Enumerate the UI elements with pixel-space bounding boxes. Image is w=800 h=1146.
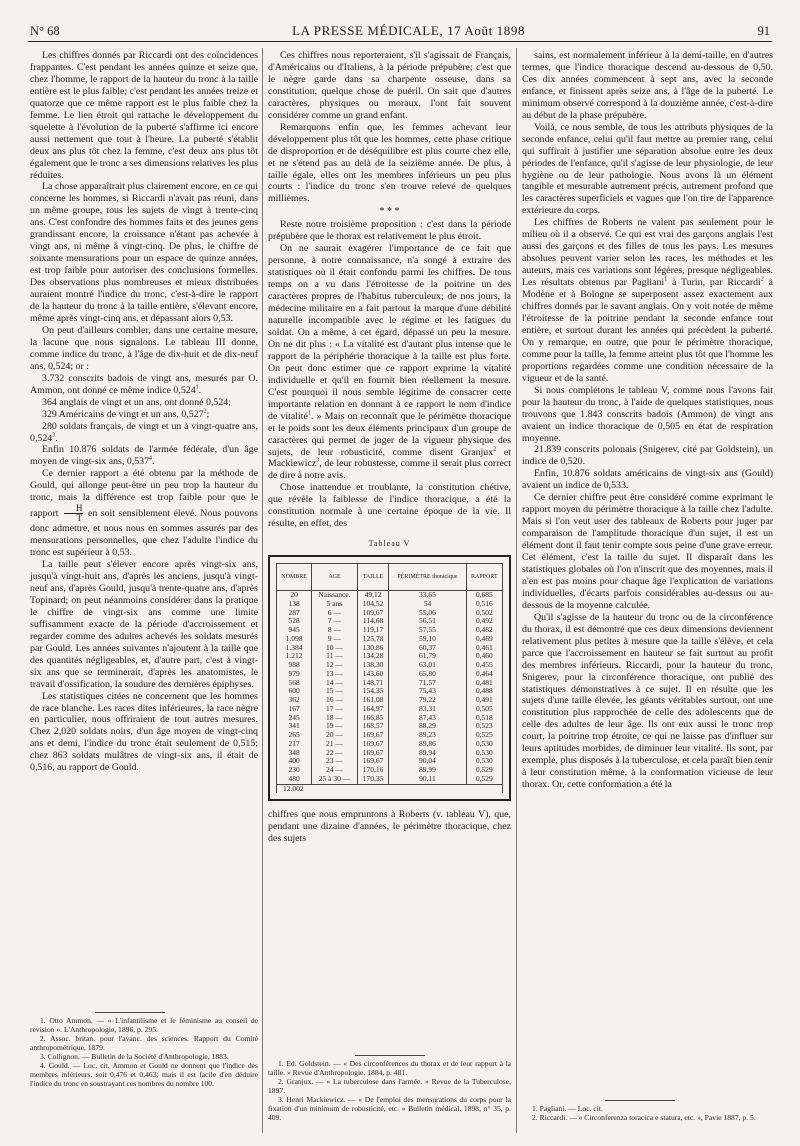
footnote-ref[interactable]: 4 bbox=[149, 456, 153, 463]
text: et Mackiewicz bbox=[268, 446, 511, 470]
fraction bbox=[64, 504, 83, 523]
table-cell: 33,65 bbox=[389, 591, 466, 600]
journal-title: LA PRESSE MÉDICALE, 17 Août 1898 bbox=[292, 23, 526, 38]
table-cell: 167 bbox=[277, 705, 312, 714]
table-cell: 0,530 bbox=[466, 749, 502, 758]
fraction-denominator: T bbox=[76, 513, 82, 524]
table-cell: 114,68 bbox=[357, 617, 388, 626]
footnotes-col2 bbox=[268, 1059, 511, 1122]
data-table bbox=[276, 563, 503, 793]
table-cell: 23 — bbox=[312, 757, 358, 766]
table-row bbox=[277, 687, 503, 696]
paragraph bbox=[30, 468, 258, 559]
table-cell: 22 — bbox=[312, 749, 358, 758]
table-row bbox=[277, 617, 503, 626]
column-1 bbox=[30, 50, 258, 774]
table-cell: 8 — bbox=[312, 626, 358, 635]
table-cell: 166,85 bbox=[357, 714, 388, 723]
table-cell: 54 bbox=[389, 600, 466, 609]
table-cell: 16 — bbox=[312, 696, 358, 705]
column-header: AGE bbox=[312, 564, 358, 591]
footnote-ref[interactable]: 2 bbox=[493, 446, 497, 453]
table-title: Tableau V bbox=[368, 539, 411, 549]
footnote: 4. Gould. — Loc. cit. Ammon et Gould ne donnent que l'indice des membres inférieurs, soit 0,476 et 0,463; mais il est facile d'en déduire l'indice du tronc en soustrayant ces nombres du nombre 100. bbox=[30, 1061, 258, 1088]
table-cell: 25 à 30 — bbox=[312, 775, 358, 784]
table-cell: 170,16 bbox=[357, 766, 388, 775]
table-cell: 49,12 bbox=[357, 591, 388, 600]
table-cell: 57,55 bbox=[389, 626, 466, 635]
text: 280 soldats français, de vingt et un à vingt-quatre ans, 0,524 bbox=[30, 420, 258, 444]
table-cell: 7 — bbox=[312, 617, 358, 626]
paragraph: Ce dernier chiffre peut être considéré comme exprimant le rapport moyen du périmètre thoracique à la taille chez l'adulte. Mais si l'on veut user des tableaux de Roberts pour juger par comparaison de l'amplitude thoracique d'un sujet, il est un élément dont il faut tenir compte sous peine d'une grave erreur. Cet élément, c'est la taille du sujet. Il disparaît dans les statistiques globales où l'on n'inscrit que des moyennes, mais il n'en est pas moins pour chaque âge l'explication de variations individuelles, d'écarts parfois considérables au-dessus ou au-dessous de la moyenne calculée. bbox=[522, 492, 773, 611]
table-cell: 0,516 bbox=[466, 600, 502, 609]
footnote-ref[interactable]: 2 bbox=[203, 408, 207, 415]
table-cell: 56,51 bbox=[389, 617, 466, 626]
column-2 bbox=[268, 50, 511, 845]
paragraph: On peut d'ailleurs combler, dans une certaine mesure, la lacune que nous signalons. Le tableau III donne, comme indice du tronc, à l'âge de dix-huit et de dix-neuf ans, 0,524; or : bbox=[30, 324, 258, 372]
table-cell: 600 bbox=[277, 687, 312, 696]
paragraph: Les statistiques citées ne concernent que les hommes de race blanche. Les races dites inférieures, la race nègre en particulier, nous offriraient de tout autres mesures. Chez 2,020 soldats noirs, d'un âge moyen de vingt-cinq ans et demi, l'indice du tronc était seulement de 0,515; chez 863 soldats mulâtres de vingt-six ans, il était de 0,516, au rapport de Gould. bbox=[30, 690, 258, 774]
paragraph: 329 Américains de vingt et un ans, 0,527$^2$; bbox=[42, 408, 210, 420]
table-cell: 89,94 bbox=[389, 749, 466, 758]
paragraph bbox=[268, 243, 511, 482]
table-cell: 362 bbox=[277, 696, 312, 705]
paragraph: La taille peut s'élever encore après vingt-six ans, jusqu'à vingt-huit ans, d'après les anciens, jusqu'à vingt-neuf ans, d'après Gould, jusqu'à trente-quatre ans, d'après Topinard; on peut néanmoins considérer dans la pratique le chiffre de vingt-six ans comme une limite suffisamment exacte de la période d'accroissement et regarder comme des adultes achevés les soldats mesurés par Gould. Les années suivantes n'ajoutent à la taille que des quantités négligeables, et, d'autre part, c'est à vingt-six ans que se terminerait, d'après les anatomistes, le travail d'ossification, la soudure des dernières épiphyses. bbox=[30, 559, 258, 690]
table-cell: 0,492 bbox=[466, 617, 502, 626]
table-cell: 169,67 bbox=[357, 740, 388, 749]
table-body bbox=[277, 591, 503, 794]
table-cell: 21 — bbox=[312, 740, 358, 749]
footnote-ref[interactable]: 1 bbox=[195, 384, 199, 391]
footnote: 1. Pagliani. — Loc. cit. bbox=[532, 1104, 603, 1113]
table-cell: 79,22 bbox=[389, 696, 466, 705]
table-cell: 0,455 bbox=[466, 661, 502, 670]
footnotes-col3 bbox=[522, 1104, 773, 1122]
table-cell: 0,460 bbox=[466, 652, 502, 661]
table-cell: 0,482 bbox=[466, 626, 502, 635]
table-cell: 75,43 bbox=[389, 687, 466, 696]
table-cell: 169,67 bbox=[357, 731, 388, 740]
table-cell: 90,04 bbox=[389, 757, 466, 766]
table-row bbox=[277, 731, 503, 740]
table-cell: 83,31 bbox=[389, 705, 466, 714]
paragraph: sains, est normalement inférieur à la demi-taille, en d'autres termes, que l'indice thoracique descend au-dessous de 0,50. Ces dix années commencent à sept ans, avec la seconde enfance, et finissent après seize ans, à l'âge de la puberté. Le minimum observé correspond à la douzième année, c'est-à-dire au début de la phase prépubère. bbox=[522, 50, 773, 121]
table-cell: 130,86 bbox=[357, 644, 388, 653]
table-row bbox=[277, 661, 503, 670]
table-cell: 0,525 bbox=[466, 731, 502, 740]
table-cell: 1.098 bbox=[277, 635, 312, 644]
table-cell: 341 bbox=[277, 722, 312, 731]
table-row bbox=[277, 766, 503, 775]
text: . » Mais on reconnaît que le périmètre thoracique et le poids sont les deux éléments principaux d'un groupe de caractères qui permet de juger de la vigueur physique des sujets, de leur robusticité, comme disent Granjux bbox=[268, 410, 511, 458]
footnote-rule bbox=[605, 1100, 675, 1101]
table-cell: 528 bbox=[277, 617, 312, 626]
table-cell: 0,488 bbox=[466, 687, 502, 696]
footnote-ref[interactable]: 2 bbox=[760, 276, 764, 283]
table-cell: 5 ans bbox=[312, 600, 358, 609]
table-cell: 1.212 bbox=[277, 652, 312, 661]
table-cell: 164,97 bbox=[357, 705, 388, 714]
text: On ne saurait exagérer l'importance de ce fait que personne, à notre connaissance, n'a songé à extraire des statistiques où il était confondu parmi les chiffres. De tous temps on a vu dans l'étroitesse de la poitrine un des caractères propres de l'habitus tuberculeux; de nos jours, la médecine militaire en a fait partout la marque d'une débilité naturelle incompatible avec le régime et les fatigues du soldat. On a même, à cet égard, dépassé un peu la mesure. On ne dit plus : « La vitalité est d'autant plus intense que le rapport de la périphérie thoracique à la taille est plus forte. On peut donc estimer que ce rapport exprime la vitalité individuelle et qu'il en fournit bien réellement la mesure. C'est pourquoi il nous semble légitime de consacrer cette importante relation en donnant à ce rapport le nom d'indice de vitalité bbox=[268, 243, 511, 422]
table-cell: 0,530 bbox=[466, 740, 502, 749]
table-row bbox=[277, 775, 503, 784]
table-cell: 14 — bbox=[312, 679, 358, 688]
table-cell: 0,491 bbox=[466, 696, 502, 705]
table-cell: 0,529 bbox=[466, 775, 502, 784]
footnote-rule bbox=[95, 1012, 165, 1013]
footnote-ref[interactable]: 3 bbox=[316, 458, 320, 465]
table-cell: 19 — bbox=[312, 722, 358, 731]
table-cell: 18 — bbox=[312, 714, 358, 723]
table-cell: 0,529 bbox=[466, 766, 502, 775]
table-cell: 0,505 bbox=[466, 705, 502, 714]
table-cell: 20 — bbox=[312, 731, 358, 740]
table-cell: 125,78 bbox=[357, 635, 388, 644]
table-header-row bbox=[277, 564, 503, 591]
table-cell: 89,99 bbox=[389, 766, 466, 775]
text: 329 Américains de vingt et un ans, 0,527 bbox=[42, 408, 204, 420]
table-cell: 168,57 bbox=[357, 722, 388, 731]
paragraph: Enfin, 10.876 soldats américains de vingt-six ans (Gould) avaient un indice de 0,533. bbox=[522, 468, 773, 492]
table-cell: 90,11 bbox=[389, 775, 466, 784]
footnote-ref[interactable]: 3 bbox=[52, 432, 56, 439]
column-header: NOMBRE bbox=[277, 564, 312, 591]
footnote: 1. Ed. Goldstein. — « Des circonférences du thorax et de leur rapport à la taille. » Revue d'Anthropologie, 1884, p. 481. bbox=[268, 1059, 511, 1077]
table-cell: 138 bbox=[277, 600, 312, 609]
column-header: PÉRIMÈTRE thoracique bbox=[389, 564, 466, 591]
page-number: 91 bbox=[757, 24, 770, 38]
section-stars: * * * bbox=[379, 206, 400, 218]
table-cell: 65,80 bbox=[389, 670, 466, 679]
footnote: 3. Collignon. — Bulletin de la Société d'Anthropologie, 1883. bbox=[40, 1052, 229, 1061]
table-cell: 88,29 bbox=[389, 722, 466, 731]
table-cell: 109,67 bbox=[357, 609, 388, 618]
table-cell: 0,464 bbox=[466, 670, 502, 679]
table-cell: 169,67 bbox=[357, 757, 388, 766]
table-cell: 71,57 bbox=[389, 679, 466, 688]
table-row bbox=[277, 591, 503, 600]
table-cell: 170,35 bbox=[357, 775, 388, 784]
text: Ce dernier rapport a été obtenu par la méthode de Gould, qui allonge peut-être un peu trop la hauteur du tronc, mais la différence est trop faible pour que le rapport bbox=[30, 468, 258, 519]
table-cell: 0,530 bbox=[466, 757, 502, 766]
table-cell: 13 — bbox=[312, 670, 358, 679]
paragraph: Voilà, ce nous semble, de tous les attributs physiques de la seconde enfance, celui qu'il faut mettre au premier rang, celui qui suffirait à justifier une séparation absolue entre les deux périodes de l'enfance, qu'il s'agisse de leur physiologie, de leur hygiène ou de leur pathologie. Nous avons là un élément tangible et mesurable autrement précis, autrement profond que les caractères superficiels et vagues que l'on tire de l'apparence extérieure du corps. bbox=[522, 121, 773, 217]
table-row bbox=[277, 714, 503, 723]
paragraph: Remarquons enfin que, les femmes achevant leur développement plus tôt que les hommes, cette phase critique de disproportion et de déséquilibre est plus courte chez elle, et ne s'étend pas au delà de la seizième année. De plus, à taille égale, elles ont les membres inférieurs un peu plus courts : l'indice du tronc s'en trouve relevé de quelques millièmes. bbox=[268, 121, 511, 205]
table-cell: 143,60 bbox=[357, 670, 388, 679]
paragraph bbox=[522, 217, 773, 384]
footnote: 2. Granjux. — « La tuberculose dans l'armée. » Revue de la Tuberculose, 1897. bbox=[268, 1077, 511, 1095]
column-header: RAPPORT bbox=[466, 564, 502, 591]
footnote: 2. Riccardi. — « Circonferenza toracica e statura, etc. », Pavie 1887, p. 5. bbox=[532, 1113, 756, 1122]
table-row bbox=[277, 705, 503, 714]
table-cell: 119,17 bbox=[357, 626, 388, 635]
table-row bbox=[277, 749, 503, 758]
column-3 bbox=[522, 50, 773, 791]
table-cell: 0,481 bbox=[466, 679, 502, 688]
paragraph: chiffres que nous empruntons à Roberts (v. tableau V), que, pendant une dizaine d'années, le périmètre thoracique, chez des sujets bbox=[268, 809, 511, 845]
table-cell: 20 bbox=[277, 591, 312, 600]
table-cell: 945 bbox=[277, 626, 312, 635]
table-cell: 138,30 bbox=[357, 661, 388, 670]
text: Enfin 10.876 soldats de l'armée fédérale, d'un âge moyen de vingt-six ans, 0,537 bbox=[30, 444, 258, 468]
paragraph: 21.839 conscrits polonais (Snigerev, cité par Goldstein), un indice de 0,520. bbox=[522, 444, 773, 468]
table-cell: 59,10 bbox=[389, 635, 466, 644]
table-row bbox=[277, 652, 503, 661]
table-cell: 400 bbox=[277, 757, 312, 766]
table-cell: 287 bbox=[277, 609, 312, 618]
footnote: 2. Assoc. britan. pour l'avanc. des sciences. Rapport du Comité anthropométrique, 1879. bbox=[30, 1034, 258, 1052]
table-cell: 15 — bbox=[312, 687, 358, 696]
text: 3.732 conscrits badois de vingt ans, mesurés par O. Ammon, ont donné ce même indice 0,524 bbox=[30, 372, 258, 396]
table-cell: 979 bbox=[277, 670, 312, 679]
table-cell: 104,52 bbox=[357, 600, 388, 609]
table-cell: 161,08 bbox=[357, 696, 388, 705]
table-cell: 87,43 bbox=[389, 714, 466, 723]
table-cell: 9 — bbox=[312, 635, 358, 644]
table-cell: 0,523 bbox=[466, 722, 502, 731]
table-cell: 265 bbox=[277, 731, 312, 740]
text: , de leur robustesse, comme il serait plus correct de dire à notre avis. bbox=[268, 458, 511, 482]
table-cell: 480 bbox=[277, 775, 312, 784]
column-divider bbox=[262, 48, 263, 1133]
text: Les chiffres de Roberts ne valent pas seulement pour le milieu où il a observé. Ce qui est vrai des garçons anglais l'est aussi des garçons et des filles de tous les pays. Les mesures absolues peuvent varier selon les races, les méthodes et les auteurs, mais ces variations sont légères, presque négligeables. Les résultats obtenus par Pagliani bbox=[522, 217, 773, 289]
table-cell: 63,01 bbox=[389, 661, 466, 670]
table-cell: 55,06 bbox=[389, 609, 466, 618]
paragraph: Chose inattendue et troublante, la constitution chétive, que révèle la faiblesse de l'indice thoracique, a été la constitution normale à une certaine époque de la vie. Il résulte, en effet, des bbox=[268, 482, 511, 530]
table-cell: 17 — bbox=[312, 705, 358, 714]
table-cell: 148,71 bbox=[357, 679, 388, 688]
table-row bbox=[277, 679, 503, 688]
table-cell: 89,23 bbox=[389, 731, 466, 740]
table-cell: 24 — bbox=[312, 766, 358, 775]
footnote-rule bbox=[355, 1055, 425, 1056]
footnote: 1. Otto Ammon. — « L'infantilisme et le féminisme au conseil de revision ». L'Anthropologie, 1896, p. 295. bbox=[30, 1016, 258, 1034]
footnote-ref[interactable]: 1 bbox=[307, 410, 311, 417]
paragraph: Qu'il s'agisse de la hauteur du tronc ou de la circonférence du thorax, il est démontré que ces deux dimensions deviennent relativement plus petites à mesure que la taille s'élève, et cela parce que l'accroissement en hauteur se fait surtout au profit des membres inférieurs. Riccardi, pour la hauteur du tronc, Snigerev, pour la circonférence thoracique, ont publié des statistiques démonstratives à ce sujet. Il en résulte que les sujets d'une taille élevée, les géants véritables surtout, ont une constitution plus rapprochée de celle des adolescents que de celle des adultes de leur âge. Ils ont eux aussi le tronc trop court, la poitrine trop étroite, ce qui ne laisse pas d'influer sur leurs aptitudes morbides, de diminuer leur vitalité. Ils sont, par exemple, plus disposés à la tuberculose, et cela paraît bien tenir à leur constitution même, à la conformation vicieuse de leur thorax. Or, cette conformation a été la bbox=[522, 611, 773, 791]
paragraph: Ces chiffres nous reporteraient, s'il s'agissait de Français, d'Américains ou d'Italiens, à la période prépubère; c'est que le nègre garde dans sa charpente osseuse, dans sa constitution, quelque chose de puéril. On sait que d'autres caractères, physiques ou moraux, l'ont fait souvent considérer comme un grand enfant. bbox=[268, 50, 511, 121]
header-rule bbox=[28, 41, 772, 42]
table-cell: 10 — bbox=[312, 644, 358, 653]
footnote: 3. Henri Mackiewicz. — « De l'emploi des mensurations du corps pour la fixation d'un minimum de robusticité, etc. » Bulletin médical, 1898, n° 35, p. 409. bbox=[268, 1095, 511, 1122]
fraction-numerator: H bbox=[64, 504, 83, 514]
text: à Modène et à Bologne se superposent assez exactement aux chiffres donnés par le savant anglais. On y voit notée de même l'étroitesse de la poitrine pendant la seconde enfance tout entière, et surtout durant les années qui précèdent la puberté. On y remarque, en outre, que pour le périmètre thoracique, comme pour la taille, la femme atteint plus tôt que l'homme les proportions regardées comme une condition nécessaire de la vigueur et de la santé. bbox=[522, 277, 774, 384]
table-row bbox=[277, 644, 503, 653]
paragraph: 3.732 conscrits badois de vingt ans, mesurés par O. Ammon, ont donné ce même indice 0,524$^1$. bbox=[30, 372, 258, 396]
text: en soit sensiblement élevé. Nous pouvons donc admettre, et nous nous en sommes assurés par des mensurations personnelles, que chez l'adulte l'indice du tronc est supérieur à 0,53. bbox=[30, 507, 259, 559]
table-row bbox=[277, 626, 503, 635]
table-cell: 169,67 bbox=[357, 749, 388, 758]
table-row bbox=[277, 722, 503, 731]
table-cell: 245 bbox=[277, 714, 312, 723]
table-row bbox=[277, 635, 503, 644]
table-row bbox=[277, 757, 503, 766]
table-row bbox=[277, 670, 503, 679]
issue-number: N° 68 bbox=[30, 24, 60, 38]
text: à Turin, par Riccardi bbox=[667, 277, 761, 289]
table-cell: 348 bbox=[277, 749, 312, 758]
paragraph: Si nous complétons le tableau V, comme nous l'avons fait pour la hauteur du tronc, à l'aide de quelques statistiques, nous trouvons que 1.843 conscrits badois (Ammon) de vingt ans avaient un indice thoracique de 0,505 en état de respiration moyenne. bbox=[522, 384, 773, 444]
table-cell: 1.384 bbox=[277, 644, 312, 653]
table-cell: 568 bbox=[277, 679, 312, 688]
table-cell: 154,35 bbox=[357, 687, 388, 696]
table-row bbox=[277, 600, 503, 609]
table-row bbox=[277, 696, 503, 705]
table-cell: 230 bbox=[277, 766, 312, 775]
table-cell: 0,461 bbox=[466, 644, 502, 653]
page-header bbox=[30, 19, 770, 39]
table-cell: 60,37 bbox=[389, 644, 466, 653]
table-cell: 0,518 bbox=[466, 714, 502, 723]
table-cell: 134,28 bbox=[357, 652, 388, 661]
table-row bbox=[277, 740, 503, 749]
table-total-row bbox=[277, 784, 503, 793]
table-cell: 217 bbox=[277, 740, 312, 749]
table-cell: 61,79 bbox=[389, 652, 466, 661]
paragraph: 364 anglais de vingt et un ans, ont donné 0,524; bbox=[42, 396, 231, 408]
table-cell: 6 — bbox=[312, 609, 358, 618]
table-cell: Naissance. bbox=[312, 591, 358, 600]
table-cell: 11 — bbox=[312, 652, 358, 661]
table-cell: 12 — bbox=[312, 661, 358, 670]
table-cell: 89,86 bbox=[389, 740, 466, 749]
paragraph: Reste notre troisième proposition : c'est dans la période prépubère que le thorax est relativement le plus étroit. bbox=[268, 219, 511, 243]
table-cell: 0,685 bbox=[466, 591, 502, 600]
footnote-ref[interactable]: 1 bbox=[664, 276, 668, 283]
column-divider bbox=[516, 48, 517, 1133]
table-frame bbox=[268, 555, 511, 801]
table-cell: 0,502 bbox=[466, 609, 502, 618]
table-total: 12.002 bbox=[277, 784, 503, 793]
paragraph: La chose apparaîtrait plus clairement encore, en ce qui concerne les hommes, si Riccardi n'avait pas réuni, dans un même groupe, tous les sujets de vingt à trente-cinq ans. C'est confondre des hommes faits et des jeunes gens grandissant encore, la croissance n'étant pas achevée à vingt ans, ni même à vingt-cinq. De plus, le chiffre de soixante mensurations pour un espace de quinze années, est trop faible pour autoriser des conclusions formelles. Des observations plus nombreuses et mieux distribuées auraient montré l'indice du tronc, c'est-à-dire le rapport de la hauteur du tronc à la taille entière, s'élevant encore, même après vingt-cinq ans, et dépassant alors 0,53. bbox=[30, 181, 258, 324]
table-cell: 0,469 bbox=[466, 635, 502, 644]
paragraph: Les chiffres donnés par Riccardi ont des coïncidences frappantes. C'est pendant les années quinze et seize que, chez l'homme, le rapport de la hauteur du tronc à la taille entière est le plus faible; c'est pendant les années treize et quatorze que ce même rapport est le plus faible chez la femme. Le lien étroit qui rattache le développement du squelette à l'évolution de la puberté s'affirme ici encore aussi nettement que tout à l'heure. La puberté s'établit deux ans plus tôt chez la femme, c'est deux ans plus tôt également que le tronc a ses dimensions relatives les plus réduites. bbox=[30, 50, 258, 181]
table-row bbox=[277, 609, 503, 618]
table-cell: 988 bbox=[277, 661, 312, 670]
column-header: TAILLE bbox=[357, 564, 388, 591]
paragraph: 280 soldats français, de vingt et un à vingt-quatre ans, 0,524$^3$. bbox=[30, 420, 258, 444]
paragraph: Enfin 10.876 soldats de l'armée fédérale, d'un âge moyen de vingt-six ans, 0,537$^4$. bbox=[30, 444, 258, 468]
footnotes-col1 bbox=[30, 1016, 258, 1088]
